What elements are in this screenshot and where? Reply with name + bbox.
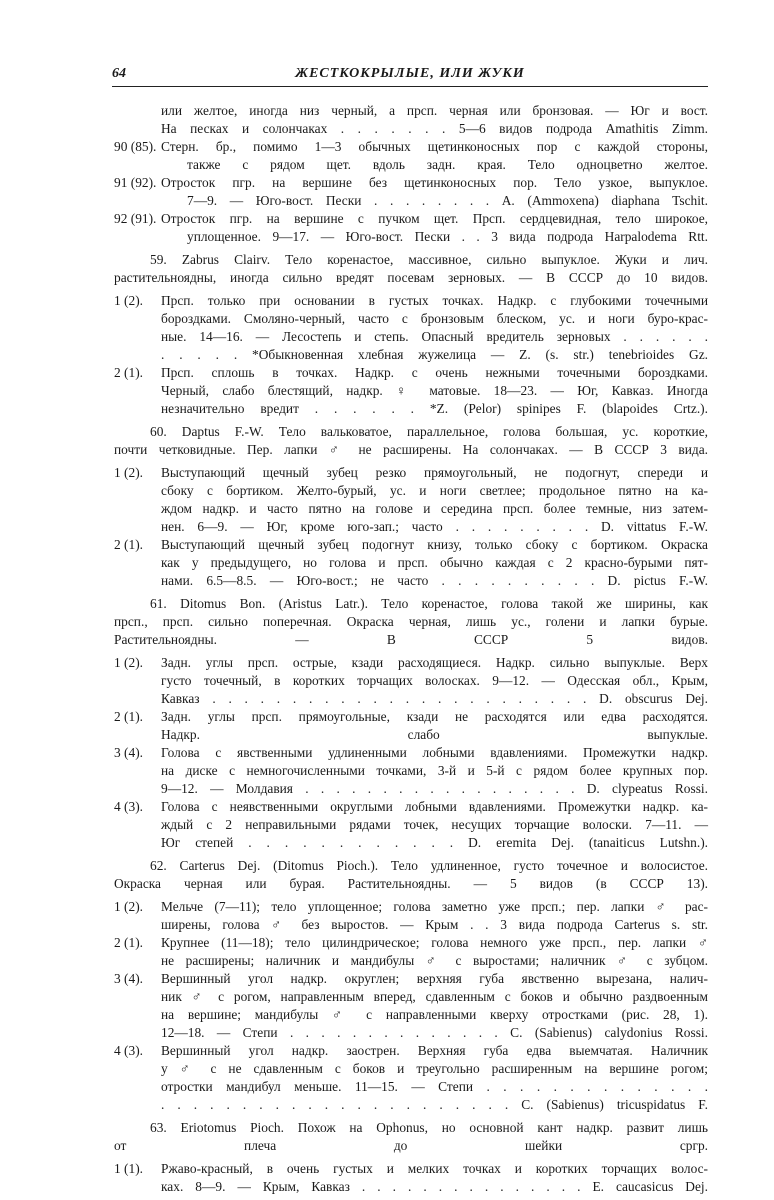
text-line: Ржаво-красный, в очень густых и мелких точках и коротких торчащих волос- (161, 1161, 708, 1176)
text-line: также с рядом щет. вдоль задн. края. Тело одноцветно желтое. (187, 157, 708, 172)
text-line: Юг степей . . . . . . . . . . . . D. eremita Dej. (tanaiticus Lutshn.). (161, 835, 708, 850)
couplet-number: 1 (1). (114, 1161, 144, 1176)
text-line: ширены, голова ♂ без выростов. — Крым . . 3 вида подрода Carterus s. str. (161, 917, 708, 932)
text-line: Окраска черная или бурая. Растительноядны. — 5 видов (в СССР 13). (114, 876, 708, 891)
text-line: Задн. углы прсп. прямоугольные, кзади не расходятся или едва расходятся. (161, 709, 708, 724)
text-line: Отросток пгр. на вершине с пучком щет. Прсп. сердцевидная, тело широкое, (161, 211, 708, 226)
couplet-number: 1 (2). (114, 465, 144, 480)
text-line: Кавказ . . . . . . . . . . . . . . . . . . . . . . . . D. obscurus Dej. (161, 691, 708, 706)
couplet-number: 2 (1). (114, 935, 144, 950)
text-line: бороздками. Смоляно-черный, часто с бронзовым блеском, ус. и ноги буро-крас- (161, 311, 708, 326)
text-line: от плеча до шейки сргр. (114, 1138, 708, 1153)
text-line: отростки мандибул меньше. 11—15. — Степи . . . . . . . . . . . . . . (161, 1079, 708, 1094)
text-line: Стерн. бр., помимо 1—3 обычных щетинконосных пор с каждой стороны, (161, 139, 708, 154)
text-line: сбоку с бортиком. Желто-бурый, ус. и ноги светлее; продольное пятно на ка- (161, 483, 708, 498)
text-line: Выступающий щечный зубец подогнут книзу, только сбоку с бортиком. Окраска (161, 537, 708, 552)
text-line: прсп., прсп. сильно поперечная. Окраска черная, лишь ус., голени и лапки бурые. (114, 614, 708, 629)
page-number: 64 (112, 66, 126, 81)
couplet-number: 3 (4). (114, 971, 144, 986)
text-line: 61. Ditomus Bon. (Aristus Latr.). Тело коренастое, голова такой же ширины, как (150, 596, 708, 611)
text-line: Прсп. сплошь в точках. Надкр. с очень нежными точечными бороздками. (161, 365, 708, 380)
text-line: или желтое, иногда низ черный, а прсп. черная или бронзовая. — Юг и вост. (161, 103, 708, 118)
couplet-number: 2 (1). (114, 365, 144, 380)
text-line: 62. Carterus Dej. (Ditomus Pioch.). Тело удлиненное, густо точечное и волосистое. (150, 858, 708, 873)
text-line: Черный, слабо блестящий, надкр. ♀ матовые. 18—23. — Юг, Кавказ. Иногда (161, 383, 708, 398)
text-line: 63. Eriotomus Pioch. Похож на Ophonus, но основной кант надкр. развит лишь (150, 1120, 708, 1135)
text-line: почти четковидные. Пер. лапки ♂ не расширены. На солончаках. — В СССР 3 вида. (114, 442, 708, 457)
text-line: . . . . . *Обыкновенная хлебная жужелица — Z. (s. str.) tenebrioides Gz. (161, 347, 708, 362)
text-line: 7—9. — Юго-вост. Пески . . . . . . . . A. (Ammoxena) diaphana Tschit. (187, 193, 708, 208)
text-line: Голова с неявственными округлыми лобными вдавлениями. Промежутки надкр. ка- (161, 799, 708, 814)
text-line: густо точечный, в коротких торчащих волосках. 9—12. — Одесская обл., Крым, (161, 673, 708, 688)
text-line: ждый с 2 неправильными рядами точек, несущих торчащие волоски. 7—11. — (161, 817, 708, 832)
running-title: ЖЕСТКОКРЫЛЫЕ, ИЛИ ЖУКИ (295, 66, 525, 81)
couplet-number: 4 (3). (114, 799, 144, 814)
text-line: Мельче (7—11); тело уплощенное; голова заметно уже прсп.; пер. лапки ♂ рас- (161, 899, 708, 914)
text-line: Выступающий щечный зубец резко прямоугольный, не подогнут, спереди и (161, 465, 708, 480)
couplet-number: 2 (1). (114, 709, 144, 724)
text-line: Прсп. только при основании в густых точках. Надкр. с глубокими точечными (161, 293, 708, 308)
text-line: на диске с немногочисленными точками, 3-й и 5-й с рядом более крупных пор. (161, 763, 708, 778)
couplet-number: 1 (2). (114, 655, 144, 670)
couplet-number: 1 (2). (114, 293, 144, 308)
text-line: нами. 6.5—8.5. — Юго-вост.; не часто . . . . . . . . . . D. pictus F.-W. (161, 573, 708, 588)
text-line: Растительноядны. — В СССР 5 видов. (114, 632, 708, 647)
couplet-number: 90 (85). (114, 139, 157, 154)
text-line: 60. Daptus F.-W. Тело вальковатое, параллельное, голова большая, ус. короткие, (150, 424, 708, 439)
text-line: Отросток пгр. на вершине без щетинконосных пор. Тело узкое, выпуклое. (161, 175, 708, 190)
text-line: 59. Zabrus Clairv. Тело коренастое, массивное, сильно выпуклое. Жуки и лич. (150, 252, 708, 267)
text-line: ждом надкр. и часто пятно на голове и середина прсп. более темные, низ затем- (161, 501, 708, 516)
text-line: как у предыдущего, но голова и прсп. обычно каждая с 2 красно-бурыми пят- (161, 555, 708, 570)
text-line: На песках и солончаках . . . . . . . 5—6 видов подрода Amathitis Zimm. (161, 121, 708, 136)
text-line: нен. 6—9. — Юг, кроме юго-зап.; часто . . . . . . . . . D. vittatus F.-W. (161, 519, 708, 534)
text-line: ник ♂ с рогом, направленным вперед, сдавленным с боков и обычно раздвоенным (161, 989, 708, 1004)
text-line: 9—12. — Молдавия . . . . . . . . . . . . . . . . . . D. clypeatus Rossi. (161, 781, 708, 796)
text-line: ках. 8—9. — Крым, Кавказ . . . . . . . . . . . . . . . E. caucasicus Dej. (161, 1179, 708, 1194)
text-line: 12—18. — Степи . . . . . . . . . . . . . . C. (Sabienus) calydonius Rossi. (161, 1025, 708, 1040)
running-header (112, 66, 708, 87)
text-line: Крупнее (11—18); тело цилиндрическое; голова немного уже прсп., пер. лапки ♂ (161, 935, 708, 950)
text-line: незначительно вредит . . . . . . *Z. (Pelor) spinipes F. (blapoides Crtz.). (161, 401, 708, 416)
text-line: . . . . . . . . . . . . . . . . . . . . . . C. (Sabienus) tricuspidatus F. (161, 1097, 708, 1112)
text-line: Голова с явственными удлиненными лобными вдавлениями. Промежутки надкр. (161, 745, 708, 760)
couplet-number: 92 (91). (114, 211, 157, 226)
text-line: Вершинный угол надкр. округлен; верхняя губа явственно вырезана, налич- (161, 971, 708, 986)
couplet-number: 1 (2). (114, 899, 144, 914)
couplet-number: 2 (1). (114, 537, 144, 552)
text-line: ные. 14—16. — Лесостепь и степь. Опасный вредитель зерновых . . . . . . (161, 329, 708, 344)
couplet-number: 3 (4). (114, 745, 144, 760)
text-line: не расширены; наличник и мандибулы ♂ с выростами; наличник ♂ с зубцом. (161, 953, 708, 968)
couplet-number: 91 (92). (114, 175, 157, 190)
text-line: уплощенное. 9—17. — Юго-вост. Пески . . 3 вида подрода Harpalodema Rtt. (187, 229, 708, 244)
text-line: на вершине; мандибулы ♂ с направленными кверху отростками (рис. 28, 1). (161, 1007, 708, 1022)
text-line: Вершинный угол надкр. заострен. Верхняя губа едва выемчатая. Наличник (161, 1043, 708, 1058)
couplet-number: 4 (3). (114, 1043, 144, 1058)
text-line: у ♂ с не сдавленным с боков и треугольно расширенным на вершине рогом; (161, 1061, 708, 1076)
text-line: Задн. углы прсп. острые, кзади расходящиеся. Надкр. сильно выпуклые. Верх (161, 655, 708, 670)
text-line: Надкр. слабо выпуклые. (161, 727, 708, 742)
text-line: растительноядны, иногда сильно вредят посевам зерновых. — В СССР до 10 видов. (114, 270, 708, 285)
